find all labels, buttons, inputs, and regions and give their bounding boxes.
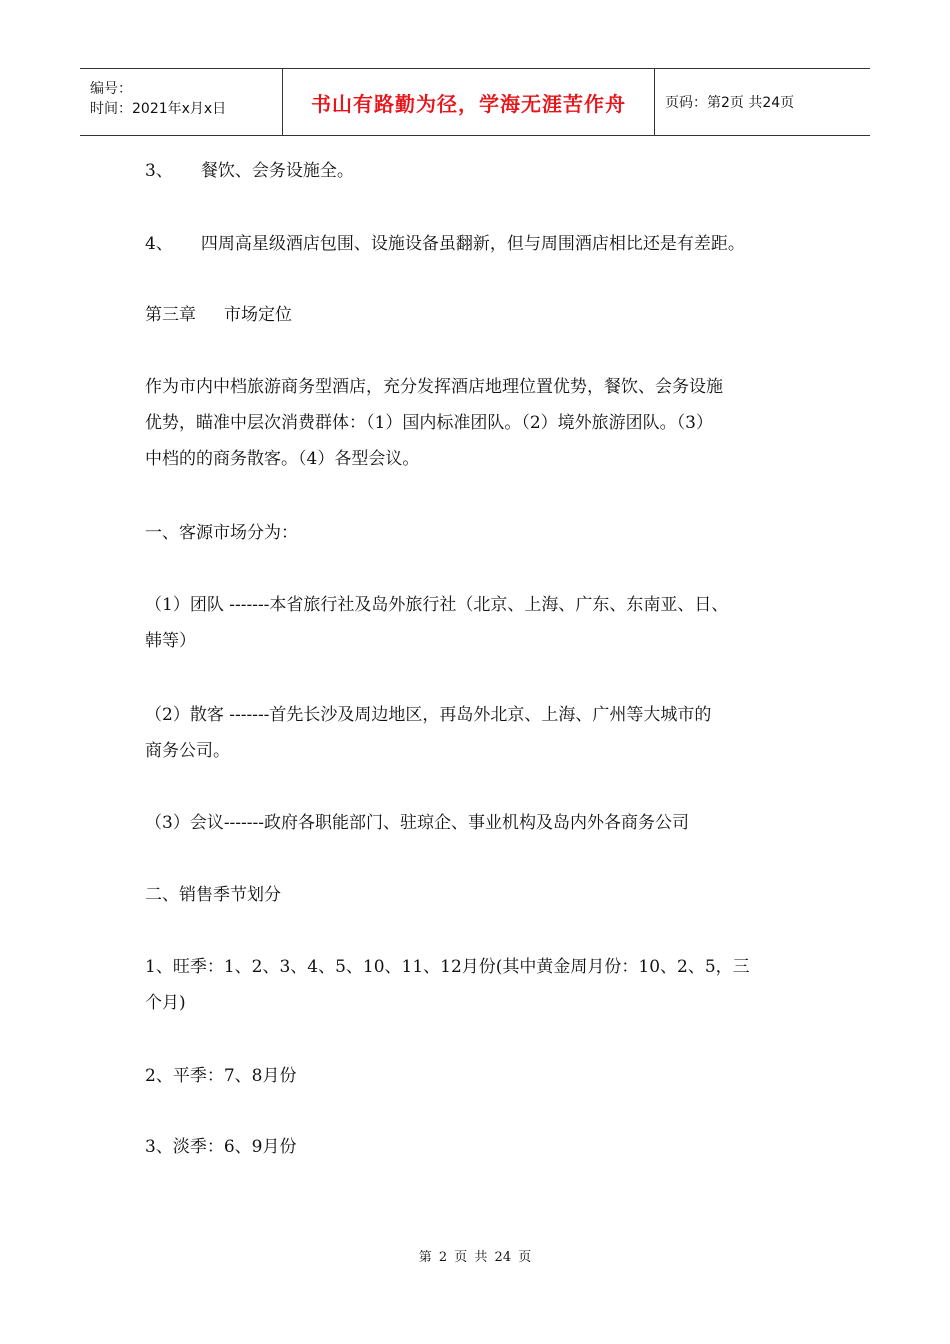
page-number-label: 页码：第2页 共24页 — [665, 95, 795, 111]
paragraph-line: 作为市内中档旅游商务型酒店，充分发挥酒店地理位置优势，餐饮、会务设施 — [145, 377, 723, 397]
list-item-4 — [145, 226, 835, 262]
market-individual — [145, 697, 835, 769]
normal-season: 2、平季：7、8月份 — [145, 1066, 297, 1086]
paragraph-line: 优势，瞄准中层次消费群体：（1）国内标准团队。（2）境外旅游团队。（3） — [145, 413, 713, 433]
market-group — [145, 587, 835, 659]
paragraph-line: （1）团队 -------本省旅行社及岛外旅行社（北京、上海、广东、东南亚、日、 — [145, 595, 729, 615]
paragraph-line: （2）散客 -------首先长沙及周边地区，再岛外北京、上海、广州等大城市的 — [145, 705, 712, 725]
paragraph-line: 个月) — [145, 993, 186, 1013]
motto-text: 书山有路勤为径，学海无涯苦作舟 — [311, 91, 626, 116]
chapter-heading — [145, 297, 835, 333]
section-heading-market: 一、客源市场分为： — [145, 523, 298, 543]
serial-number-label: 编号： — [90, 81, 132, 97]
list-item-3 — [145, 153, 835, 189]
chapter-number: 第三章 — [145, 305, 196, 325]
section-heading-seasons: 二、销售季节划分 — [145, 885, 281, 905]
footer-page-number: 第 2 页 共 24 页 — [418, 1250, 532, 1265]
peak-season — [145, 949, 835, 1021]
list-item-number: 4、 — [145, 234, 173, 254]
paragraph-line: 韩等） — [145, 631, 196, 651]
header-meta — [80, 69, 282, 135]
date-label: 时间：2021年x月x日 — [90, 101, 227, 117]
paragraph-line: 1、旺季：1、2、3、4、5、10、11、12月份(其中黄金周月份：10、2、5，三 — [145, 957, 750, 977]
low-season: 3、淡季：6、9月份 — [145, 1137, 297, 1157]
header-page-info — [655, 69, 870, 135]
page-footer — [0, 1246, 950, 1265]
header-motto — [282, 69, 655, 135]
paragraph-line: 中档的的商务散客。（4）各型会议。 — [145, 449, 420, 469]
page-header — [80, 68, 870, 136]
chapter-title: 市场定位 — [224, 305, 292, 325]
paragraph-line: 商务公司。 — [145, 741, 230, 761]
list-item-text: 四周高星级酒店包围、设施设备虽翻新，但与周围酒店相比还是有差距。 — [200, 234, 745, 254]
positioning-paragraph — [145, 369, 835, 477]
list-item-number: 3、 — [145, 161, 173, 181]
market-meeting: （3）会议-------政府各职能部门、驻琼企、事业机构及岛内外各商务公司 — [145, 813, 690, 833]
list-item-text: 餐饮、会务设施全。 — [200, 161, 354, 181]
